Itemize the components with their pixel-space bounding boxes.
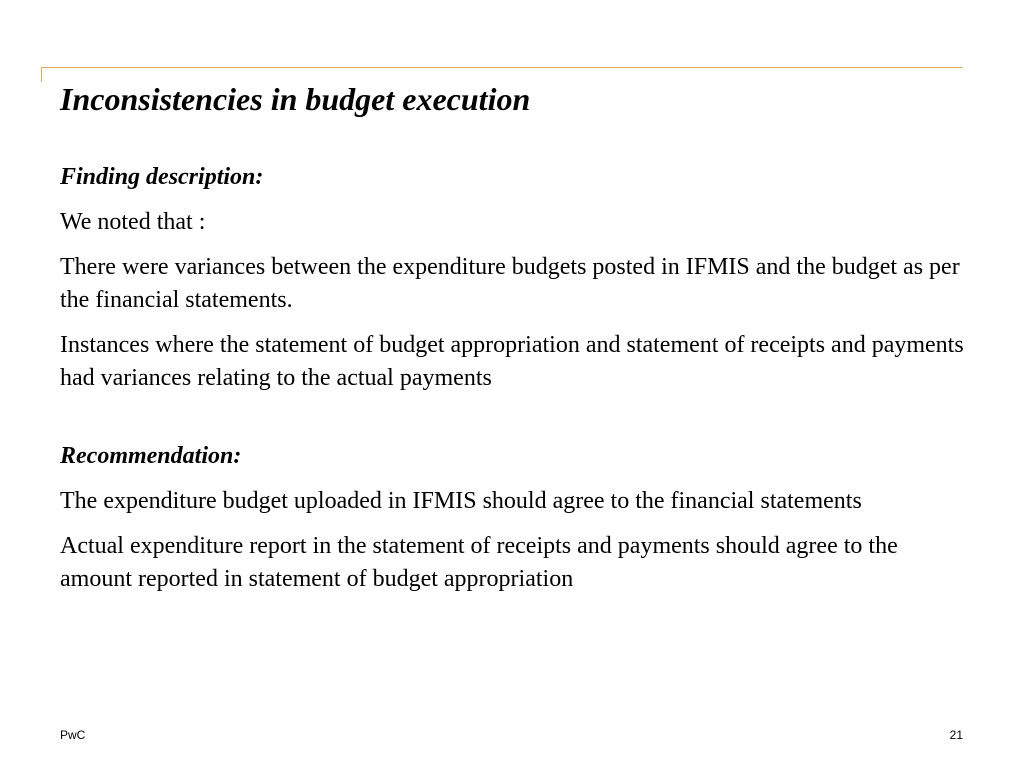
finding-paragraph-1: We noted that :	[60, 209, 206, 235]
recommendation-section	[60, 439, 970, 596]
slide-title: Inconsistencies in budget execution	[60, 81, 531, 117]
title-rule-vertical	[41, 67, 42, 82]
finding-section	[60, 160, 970, 395]
finding-heading: Finding description:	[60, 164, 264, 190]
recommendation-paragraph-1: The expenditure budget uploaded in IFMIS should agree to the financial statements	[60, 488, 862, 514]
slide-body	[60, 160, 970, 596]
section-spacer	[60, 395, 970, 439]
footer-brand: PwC	[60, 728, 86, 742]
finding-paragraph-3: Instances where the statement of budget appropriation and statement of receipts and payments had variances relating to the actual payments	[60, 332, 964, 391]
recommendation-heading: Recommendation:	[60, 443, 242, 469]
finding-paragraph-2: There were variances between the expenditure budgets posted in IFMIS and the budget as per the financial statements.	[60, 254, 960, 313]
page-number: 21	[949, 728, 963, 742]
recommendation-paragraph-2: Actual expenditure report in the statement of receipts and payments should agree to the amount reported in statement of budget appropriation	[60, 533, 898, 592]
title-rule-horizontal	[41, 67, 963, 68]
